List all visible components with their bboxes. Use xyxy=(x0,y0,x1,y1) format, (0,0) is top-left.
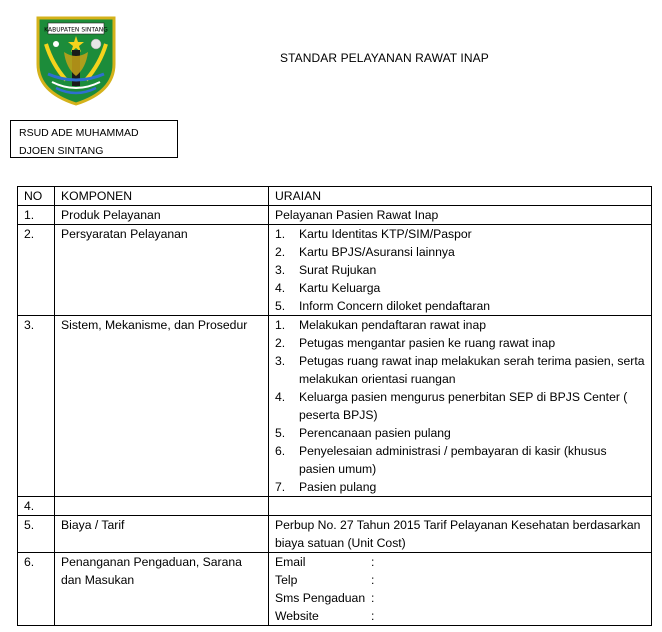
kabupaten-sintang-logo xyxy=(34,14,118,106)
row-number: 6. xyxy=(18,553,55,626)
table-row xyxy=(18,206,652,225)
list-item: 1. Melakukan pendaftaran rawat inap xyxy=(275,318,486,332)
list-item: 7. Pasien pulang xyxy=(275,480,377,494)
row-komponen: Biaya / Tarif xyxy=(55,516,269,553)
list-item: 5. Inform Concern diloket pendaftaran xyxy=(275,299,491,313)
list-item: 4. Keluarga pasien mengurus penerbitan SEP di BPJS Center ( peserta BPJS) xyxy=(275,390,628,422)
contact-email: Email : xyxy=(275,555,375,569)
row-number: 4. xyxy=(18,497,55,516)
table-row xyxy=(18,316,652,497)
row-komponen: Penanganan Pengaduan, Sarana dan Masukan xyxy=(55,553,269,626)
table-header-row xyxy=(18,187,652,206)
institution-box xyxy=(10,120,178,158)
header-uraian: URAIAN xyxy=(269,187,652,206)
list-item: 5. Perencanaan pasien pulang xyxy=(275,426,451,440)
row-number: 3. xyxy=(18,316,55,497)
table-row xyxy=(18,497,652,516)
row-number: 1. xyxy=(18,206,55,225)
row-uraian xyxy=(269,497,652,516)
row-number: 2. xyxy=(18,225,55,316)
row-number: 5. xyxy=(18,516,55,553)
row-komponen: Persyaratan Pelayanan xyxy=(55,225,269,316)
list-item: 1. Kartu Identitas KTP/SIM/Paspor xyxy=(275,227,472,241)
document-title: STANDAR PELAYANAN RAWAT INAP xyxy=(280,51,489,65)
table-row xyxy=(18,516,652,553)
svg-text:KABUPATEN SINTANG: KABUPATEN SINTANG xyxy=(44,26,108,34)
list-item: 3. Petugas ruang rawat inap melakukan serah terima pasien, serta melakukan orientasi ruangan xyxy=(275,354,645,386)
row-komponen: Sistem, Mekanisme, dan Prosedur xyxy=(55,316,269,497)
row-uraian xyxy=(269,225,652,316)
table-row xyxy=(18,225,652,316)
list-item: 2. Petugas mengantar pasien ke ruang rawat inap xyxy=(275,336,556,350)
header-komponen: KOMPONEN xyxy=(55,187,269,206)
row-komponen xyxy=(55,497,269,516)
table-row xyxy=(18,553,652,626)
contact-website: Website : xyxy=(275,609,375,623)
list-item: 4. Kartu Keluarga xyxy=(275,281,381,295)
institution-name-line2: DJOEN SINTANG xyxy=(19,145,104,157)
list-item: 3. Surat Rujukan xyxy=(275,263,377,277)
row-uraian xyxy=(269,553,652,626)
service-standard-table xyxy=(17,186,652,626)
row-uraian: Pelayanan Pasien Rawat Inap xyxy=(269,206,652,225)
header-no: NO xyxy=(18,187,55,206)
row-komponen: Produk Pelayanan xyxy=(55,206,269,225)
contact-telp: Telp : xyxy=(275,573,375,587)
list-item: 6. Penyelesaian administrasi / pembayaran di kasir (khusus pasien umum) xyxy=(275,444,607,476)
contact-sms: Sms Pengaduan : xyxy=(275,591,375,605)
row-uraian: Perbup No. 27 Tahun 2015 Tarif Pelayanan Kesehatan berdasarkan biaya satuan (Unit Cost) xyxy=(269,516,652,553)
list-item: 2. Kartu BPJS/Asuransi lainnya xyxy=(275,245,455,259)
row-uraian xyxy=(269,316,652,497)
institution-name-line1: RSUD ADE MUHAMMAD xyxy=(19,127,139,139)
